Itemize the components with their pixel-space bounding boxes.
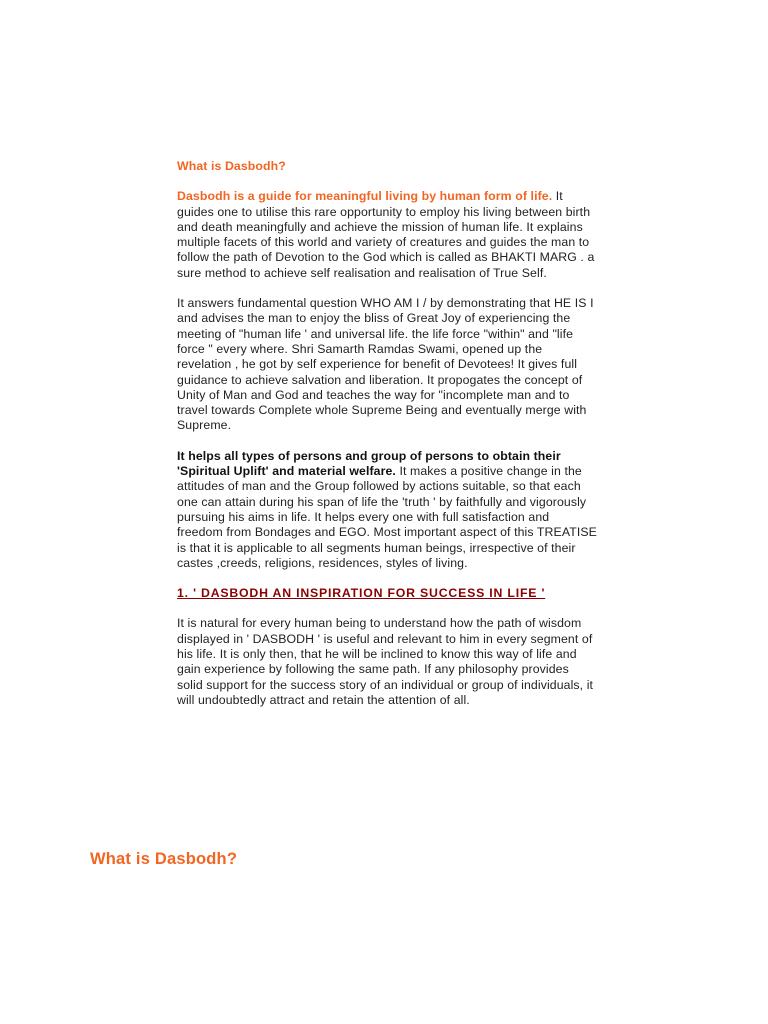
paragraph-intro (177, 189, 597, 281)
section-title-inspiration: 1. ' DASBODH AN INSPIRATION FOR SUCCESS IN LIFE ' (177, 586, 546, 601)
uplift-lead-text: It helps all types of persons and group of persons to obtain their 'Spiritual Uplift' and material welfare. (177, 448, 561, 479)
uplift-body-text: It makes a positive change in the attitudes of man and the Group followed by actions suitable, so that each one can attain during his span of life the 'truth ' by faithfully and vigorously pursuing his aims in life. It helps every one with full satisfaction and freedom from Bondages and EGO. Most important aspect of this TREATISE is that it is applicable to all segments human beings, irrespective of their castes ,creeds, religions, residences, styles of living. (177, 464, 597, 570)
paragraph-inspiration: It is natural for every human being to understand how the path of wisdom displayed in ' DASBODH ' is useful and relevant to him in every segment of his life. It is only then, that he will be inclined to know this way of life and gain experience by following the same path. If any philosophy provides solid support for the success story of an individual or group of individuals, it will undoubtedly attract and retain the attention of all. (177, 616, 594, 707)
page-heading: What is Dasbodh? (90, 850, 238, 868)
intro-lead-text: Dasbodh is a guide for meaningful living by human form of life. (177, 189, 553, 204)
paragraph-spiritual-uplift (177, 449, 597, 571)
paragraph-who-am-i: It answers fundamental question WHO AM I / by demonstrating that HE IS I and advises the man to enjoy the bliss of Great Joy of experiencing the meeting of "human life ' and universal life. the life force "within" and "life force " every where. Shri Samarth Ramdas Swami, opened up the revelation , he got by self experience for benefit of Devotees! It gives full guidance to achieve salvation and liberation. It propogates the concept of Unity of Man and God and teaches the way for "incomplete man and to travel towards Complete whole Supreme Being and eventually merge with Supreme. (177, 296, 594, 433)
document-body (177, 159, 597, 723)
small-heading: What is Dasbodh? (177, 159, 286, 173)
intro-body-text: It guides one to utilise this rare opportunity to employ his living between birth and death meaningfully and achieve the mission of human life. It explains multiple facets of this world and variety of creatures and guides the man to follow the path of Devotion to the God which is called as BHAKTI MARG . a sure method to achieve self realisation and realisation of True Self. (177, 189, 595, 280)
